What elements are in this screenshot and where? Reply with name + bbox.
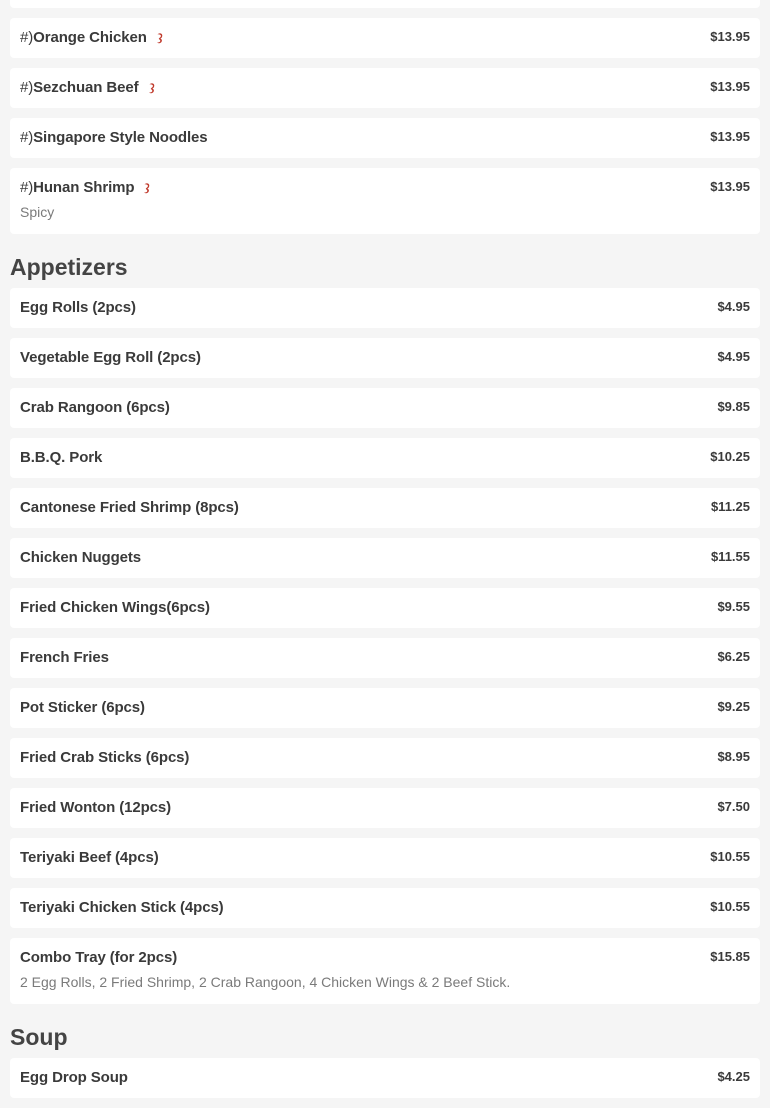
menu-item-prefix: #) [20, 79, 34, 96]
chili-pepper-icon [143, 182, 151, 194]
menu-item-info [20, 168, 151, 220]
menu-item-description: 2 Egg Rolls, 2 Fried Shrimp, 2 Crab Rangoon, 4 Chicken Wings & 2 Beef Stick. [20, 974, 511, 990]
menu-section [10, 1014, 760, 1098]
menu-item-price: $10.55 [710, 849, 750, 864]
menu-item-name [20, 899, 224, 916]
menu-item-label: Egg Rolls (2pcs) [20, 299, 136, 316]
menu-item-price: $9.25 [717, 699, 750, 714]
menu-item-name [20, 349, 201, 366]
menu-item-label: Vegetable Egg Roll (2pcs) [20, 349, 201, 366]
menu-item-price: $4.95 [717, 349, 750, 364]
menu-item-name [20, 449, 102, 466]
menu-item-name-row [20, 849, 159, 866]
section-title: Soup [10, 1024, 68, 1050]
menu-item[interactable] [10, 638, 760, 678]
menu-item-name-row [20, 299, 136, 316]
menu-item-name [20, 749, 189, 766]
menu-item[interactable] [10, 338, 760, 378]
menu-item-price: $11.55 [710, 549, 750, 564]
menu-item-name [20, 299, 136, 316]
menu-item-info [20, 488, 239, 516]
menu-item[interactable] [10, 438, 760, 478]
menu-item-name [20, 179, 134, 196]
menu-item-prefix: #) [20, 29, 34, 46]
menu-item-name [20, 129, 208, 146]
menu-item-name [20, 849, 159, 866]
menu-item-price: $9.55 [717, 599, 750, 614]
menu-item[interactable] [10, 288, 760, 328]
menu-item-info [20, 288, 136, 316]
menu-item-info [20, 538, 141, 566]
menu-item[interactable] [10, 68, 760, 108]
menu-item-name [20, 799, 171, 816]
menu-item[interactable] [10, 488, 760, 528]
menu-item-name-row [20, 1069, 128, 1086]
section-items [10, 1058, 760, 1098]
menu-item-name [20, 79, 139, 96]
menu-item-name [20, 699, 145, 716]
menu-list [10, 0, 760, 1108]
menu-item-label: Crab Rangoon (6pcs) [20, 399, 170, 416]
menu-item-info [20, 788, 171, 816]
menu-item-name [20, 29, 147, 46]
menu-item-info [20, 388, 170, 416]
menu-item-name-row [20, 349, 201, 366]
menu-item-price: $9.85 [717, 399, 750, 414]
menu-item-label: Teriyaki Chicken Stick (4pcs) [20, 899, 224, 916]
menu-item-info [20, 588, 210, 616]
menu-item[interactable] [10, 0, 760, 8]
menu-item[interactable] [10, 888, 760, 928]
menu-item-info [20, 888, 224, 916]
menu-item-label: Egg Drop Soup [20, 1069, 128, 1086]
chili-pepper-icon [156, 32, 164, 44]
menu-item-name-row [20, 599, 210, 616]
menu-item-description: Spicy [20, 204, 55, 220]
menu-item-price: $6.25 [717, 649, 750, 664]
menu-item-name-row [20, 499, 239, 516]
menu-item-name [20, 549, 141, 566]
menu-item-name-row [20, 899, 224, 916]
menu-item[interactable] [10, 688, 760, 728]
menu-item-info [20, 18, 164, 46]
menu-item[interactable] [10, 838, 760, 878]
menu-item-name-row [20, 29, 164, 46]
menu-item-price: $10.55 [710, 899, 750, 914]
menu-item-name [20, 1069, 128, 1086]
menu-item-price: $7.50 [717, 799, 750, 814]
menu-section [10, 0, 760, 234]
menu-item-info [20, 738, 189, 766]
menu-item-label: Chicken Nuggets [20, 549, 142, 566]
menu-item[interactable] [10, 18, 760, 58]
section-items [10, 0, 760, 234]
menu-item-label: Fried Chicken Wings(6pcs) [20, 599, 210, 616]
menu-item-prefix: #) [20, 179, 34, 196]
menu-item-name-row [20, 449, 102, 466]
menu-item-label: Orange Chicken [33, 29, 147, 46]
menu-item-label: Sezchuan Beef [33, 79, 139, 96]
menu-item-name-row [20, 179, 151, 196]
menu-item-label: Cantonese Fried Shrimp (8pcs) [20, 499, 239, 516]
menu-item-name-row [20, 799, 171, 816]
menu-item-name-row [20, 749, 189, 766]
menu-item-price: $4.25 [717, 1069, 750, 1084]
menu-item[interactable] [10, 788, 760, 828]
chili-pepper-icon [148, 82, 156, 94]
menu-item[interactable] [10, 938, 760, 1004]
section-items [10, 288, 760, 1004]
menu-item-label: French Fries [20, 649, 109, 666]
menu-item[interactable] [10, 538, 760, 578]
menu-item-price: $15.85 [710, 949, 750, 964]
menu-item-info [20, 638, 109, 666]
menu-item-price: $13.95 [710, 79, 750, 94]
menu-item-info [20, 838, 159, 866]
menu-item-label: Combo Tray (for 2pcs) [20, 949, 178, 966]
menu-item-price: $13.95 [710, 29, 750, 44]
menu-item[interactable] [10, 388, 760, 428]
menu-item-info [20, 68, 156, 96]
menu-item-price: $8.95 [717, 749, 750, 764]
section-title: Appetizers [10, 254, 128, 280]
menu-item-label: Singapore Style Noodles [33, 129, 208, 146]
menu-item[interactable] [10, 1058, 760, 1098]
menu-item-price: $10.25 [710, 449, 750, 464]
menu-item-name-row [20, 949, 510, 966]
menu-item-name-row [20, 399, 170, 416]
menu-item-info [20, 688, 145, 716]
menu-item-info [20, 938, 510, 990]
menu-item-info [20, 338, 201, 366]
menu-item-name-row [20, 649, 109, 666]
menu-item-name [20, 949, 177, 966]
menu-item-name-row [20, 79, 156, 96]
menu-item-label: Fried Crab Sticks (6pcs) [20, 749, 190, 766]
menu-item-name-row [20, 129, 208, 146]
menu-item[interactable] [10, 168, 760, 234]
menu-item-price: $4.95 [717, 299, 750, 314]
menu-item-info [20, 118, 208, 146]
menu-section [10, 244, 760, 1004]
menu-item-name-row [20, 549, 141, 566]
menu-item-name [20, 649, 109, 666]
menu-item-info [20, 438, 102, 466]
menu-item-label: Pot Sticker (6pcs) [20, 699, 145, 716]
menu-item-price: $11.25 [710, 499, 750, 514]
menu-item-info [20, 1058, 128, 1086]
menu-item-name [20, 499, 239, 516]
menu-item-name [20, 599, 210, 616]
menu-item[interactable] [10, 738, 760, 778]
menu-item-label: Fried Wonton (12pcs) [20, 799, 172, 816]
menu-item-price: $13.95 [710, 179, 750, 194]
menu-item-name-row [20, 699, 145, 716]
menu-item-price: $13.95 [710, 129, 750, 144]
menu-item-label: Hunan Shrimp [33, 179, 135, 196]
menu-item-label: B.B.Q. Pork [20, 449, 103, 466]
menu-item[interactable] [10, 118, 760, 158]
menu-item-prefix: #) [20, 129, 34, 146]
menu-item-label: Teriyaki Beef (4pcs) [20, 849, 159, 866]
menu-item[interactable] [10, 588, 760, 628]
menu-item-name [20, 399, 170, 416]
